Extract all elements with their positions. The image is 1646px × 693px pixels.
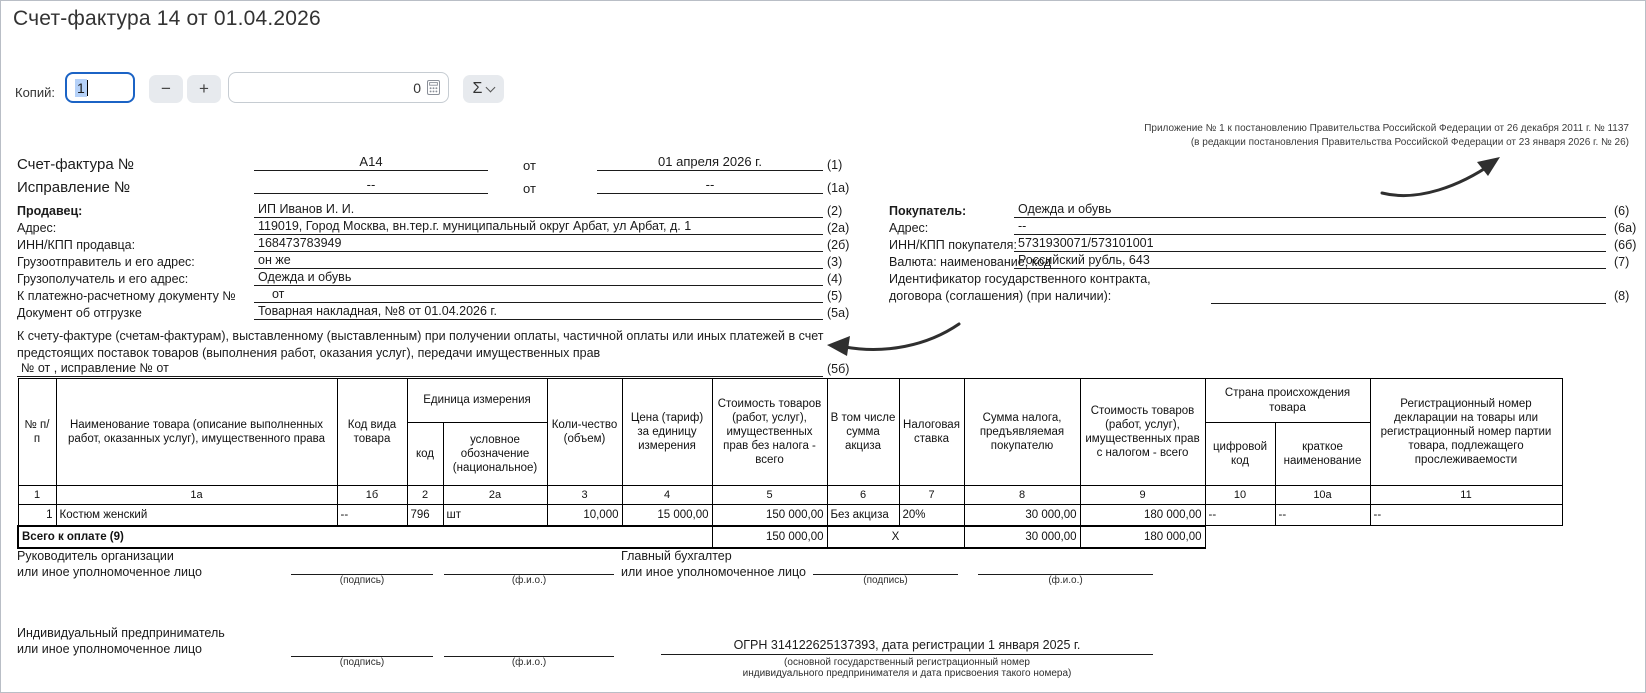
field-value: -- bbox=[1014, 219, 1606, 235]
signature-block bbox=[291, 639, 433, 668]
field-number: (7) bbox=[1614, 255, 1630, 269]
total-tax: 30 000,00 bbox=[964, 526, 1080, 548]
signature-line bbox=[291, 557, 433, 575]
field-number: (1а) bbox=[827, 181, 850, 195]
field-number: (2) bbox=[827, 204, 843, 218]
field-value: он же bbox=[254, 253, 823, 269]
table-cell: шт bbox=[443, 505, 547, 526]
field-label: Адрес: bbox=[889, 221, 929, 235]
table-header-cell: Стоимость товаров (работ, услуг), имущественных прав без налога - всего bbox=[712, 379, 827, 486]
field-number: (6) bbox=[1614, 204, 1630, 218]
field-label: ИНН/КПП покупателя: bbox=[889, 238, 1017, 252]
table-header-cell: краткое наименование bbox=[1275, 423, 1370, 486]
signature-caption: (подпись) bbox=[339, 657, 385, 668]
signature-line bbox=[291, 639, 433, 657]
accountant-signature-label: Главный бухгалтер bbox=[621, 549, 732, 563]
table-header-cell: В том числе сумма акциза bbox=[827, 379, 899, 486]
field-value: ИП Иванов И. И. bbox=[254, 202, 823, 218]
table-cell: 15 000,00 bbox=[622, 505, 712, 526]
head-signature-label: Руководитель организации bbox=[17, 549, 174, 563]
plus-button[interactable]: + bbox=[187, 75, 221, 103]
amount-input[interactable] bbox=[228, 72, 449, 103]
field-label: от bbox=[523, 181, 536, 196]
table-cell: -- bbox=[337, 505, 407, 526]
field-number: (5а) bbox=[827, 306, 850, 320]
total-label: Всего к оплате (9) bbox=[18, 526, 712, 548]
total-without-tax: 150 000,00 bbox=[712, 526, 827, 548]
field-number: (4) bbox=[827, 272, 843, 286]
field-label: Грузополучатель и его адрес: bbox=[17, 272, 189, 286]
accountant-signature-label: или иное уполномоченное лицо bbox=[621, 565, 807, 579]
table-header-cell: Сумма налога, предъявляемая покупателю bbox=[964, 379, 1080, 486]
signature-block bbox=[813, 557, 958, 586]
field-label: Валюта: наименование, код bbox=[889, 255, 1052, 269]
table-header-cell: Страна происхождения товара bbox=[1205, 379, 1370, 423]
field-number: (5б) bbox=[827, 362, 850, 376]
table-header-cell: Регистрационный номер декларации на товары или регистрационный номер партии товара, подлежащего прослеживаемости bbox=[1370, 379, 1562, 486]
field-value: Товарная накладная, №8 от 01.04.2026 г. bbox=[254, 304, 823, 320]
ogrn-value: ОГРН 314122625137393, дата регистрации 1 января 2025 г. bbox=[661, 638, 1153, 655]
table-cell: 10,000 bbox=[547, 505, 622, 526]
table-header-cell: № п/п bbox=[18, 379, 56, 486]
field-label: от bbox=[523, 158, 536, 173]
field-label: Документ об отгрузке bbox=[17, 306, 142, 320]
table-header-cell: Наименование товара (описание выполненных работ, оказанных услуг), имущественного права bbox=[56, 379, 337, 486]
chevron-down-icon bbox=[486, 83, 496, 93]
annotation-arrow-up-icon bbox=[1376, 151, 1511, 203]
field-number: (8) bbox=[1614, 289, 1630, 303]
table-header-cell: условное обозначение (национальное) bbox=[443, 423, 547, 486]
signature-block bbox=[444, 557, 614, 586]
signature-caption: (ф.и.о.) bbox=[511, 657, 547, 668]
copies-input[interactable] bbox=[65, 72, 135, 103]
ogrn-caption: индивидуального предпринимателя и дата присвоения такого номера) bbox=[742, 668, 1072, 679]
table-header-cell: Код вида товара bbox=[337, 379, 407, 486]
signature-caption: (подпись) bbox=[863, 575, 908, 586]
field-value: 01 апреля 2026 г. bbox=[597, 154, 823, 171]
advance-note-line1: К счету-фактуре (счетам-фактурам), выставленному (выставленным) при получении оплаты, частичной оплаты или иных платежей в счет bbox=[17, 329, 824, 343]
field-label: ИНН/КПП продавца: bbox=[17, 238, 136, 252]
advance-note-line2: предстоящих поставок товаров (выполнения работ, оказания услуг), передачи имущественных прав bbox=[17, 346, 601, 360]
advance-note-line3: № от , исправление № от bbox=[17, 361, 823, 377]
signature-line bbox=[978, 557, 1153, 575]
table-row bbox=[18, 505, 1562, 526]
table-cell: 796 bbox=[407, 505, 443, 526]
signature-caption: (ф.и.о.) bbox=[511, 575, 547, 586]
page-title: Счет-фактура 14 от 01.04.2026 bbox=[13, 7, 321, 30]
table-header-cell: Коли-чество (объем) bbox=[547, 379, 622, 486]
text-caret bbox=[87, 80, 89, 96]
ogrn-block bbox=[661, 638, 1153, 679]
field-label: Исправление № bbox=[17, 179, 131, 196]
signature-line bbox=[444, 639, 614, 657]
field-label: К платежно-расчетному документу № bbox=[17, 289, 236, 303]
amount-value: 0 bbox=[413, 79, 421, 96]
ogrn-caption: (основной государственный регистрационный номер bbox=[784, 657, 1030, 668]
field-label: Покупатель: bbox=[889, 204, 967, 218]
sigma-label: Σ bbox=[472, 80, 483, 97]
head-signature-label: или иное уполномоченное лицо bbox=[17, 565, 203, 579]
signature-caption: (подпись) bbox=[339, 575, 385, 586]
field-value: 168473783949 bbox=[254, 236, 823, 252]
annotation-arrow-left-icon bbox=[819, 315, 967, 361]
total-with-tax: 180 000,00 bbox=[1080, 526, 1205, 548]
table-header-cell: Налоговая ставка bbox=[899, 379, 964, 486]
field-label: Грузоотправитель и его адрес: bbox=[17, 255, 195, 269]
signature-caption: (ф.и.о.) bbox=[1048, 575, 1083, 586]
field-value: А14 bbox=[254, 154, 488, 171]
minus-button[interactable]: − bbox=[149, 75, 183, 103]
table-cell: -- bbox=[1275, 505, 1370, 526]
field-label: Продавец: bbox=[17, 204, 83, 218]
table-cell: 1 bbox=[18, 505, 56, 526]
regulation-note-line1: Приложение № 1 к постановлению Правительства Российской Федерации от 26 декабря 2011 г. № 1137 bbox=[1144, 123, 1629, 134]
table-cell: Костюм женский bbox=[56, 505, 337, 526]
signature-line bbox=[813, 557, 958, 575]
field-value: -- bbox=[254, 177, 488, 194]
field-label: Счет-фактура № bbox=[17, 156, 134, 173]
field-label: Адрес: bbox=[17, 221, 57, 235]
field-value: Одежда и обувь bbox=[1014, 202, 1606, 218]
table-cell: 150 000,00 bbox=[712, 505, 827, 526]
signature-block bbox=[978, 557, 1153, 586]
field-value: -- bbox=[597, 177, 823, 194]
signature-block bbox=[291, 557, 433, 586]
copies-value: 1 bbox=[77, 79, 85, 96]
entrepreneur-signature-label: Индивидуальный предприниматель bbox=[17, 626, 225, 640]
field-number: (2а) bbox=[827, 221, 850, 235]
table-header-cell: цифровой код bbox=[1205, 423, 1275, 486]
total-row bbox=[18, 526, 1562, 548]
regulation-note-line2: (в редакции постановления Правительства Российской Федерации от 23 января 2026 г. № 26) bbox=[1190, 137, 1629, 148]
entrepreneur-signature-label: или иное уполномоченное лицо bbox=[17, 642, 203, 656]
signature-line bbox=[444, 557, 614, 575]
field-value: 119019, Город Москва, вн.тер.г. муниципальный округ Арбат, ул Арбат, д. 1 bbox=[254, 219, 823, 235]
field-label: Идентификатор государственного контракта, bbox=[889, 272, 1151, 286]
field-number: (6а) bbox=[1614, 221, 1637, 235]
total-x: X bbox=[827, 526, 964, 548]
field-value: от bbox=[254, 287, 823, 303]
field-number: (6б) bbox=[1614, 238, 1637, 252]
table-header-cell: Цена (тариф) за единицу измерения bbox=[622, 379, 712, 486]
field-number: (3) bbox=[827, 255, 843, 269]
field-number: (1) bbox=[827, 158, 843, 172]
table-cell: 180 000,00 bbox=[1080, 505, 1205, 526]
table-cell: -- bbox=[1370, 505, 1562, 526]
field-number: (5) bbox=[827, 289, 843, 303]
table-cell: 30 000,00 bbox=[964, 505, 1080, 526]
field-label: договора (соглашения) (при наличии): bbox=[889, 289, 1112, 303]
table-cell: Без акциза bbox=[827, 505, 899, 526]
table-header-cell: Стоимость товаров (работ, услуг), имущественных прав с налогом - всего bbox=[1080, 379, 1205, 486]
field-value: 5731930071/573101001 bbox=[1014, 236, 1606, 252]
table-header-cell: код bbox=[407, 423, 443, 486]
field-number: (2б) bbox=[827, 238, 850, 252]
calculator-icon[interactable] bbox=[427, 80, 440, 95]
sum-button[interactable] bbox=[463, 75, 504, 103]
table-cell: 20% bbox=[899, 505, 964, 526]
items-table bbox=[17, 378, 1563, 549]
field-value: Российский рубль, 643 bbox=[1014, 253, 1606, 269]
signature-block bbox=[444, 639, 614, 668]
field-value: Одежда и обувь bbox=[254, 270, 823, 286]
table-header-cell: Единица измерения bbox=[407, 379, 547, 423]
field-value bbox=[1211, 287, 1606, 304]
column-numbers-row: 1 1а 1б 2 2а 3 4 5 6 7 8 9 10 10а 11 bbox=[18, 486, 1562, 505]
table-cell: -- bbox=[1205, 505, 1275, 526]
copies-label: Копий: bbox=[15, 85, 55, 100]
